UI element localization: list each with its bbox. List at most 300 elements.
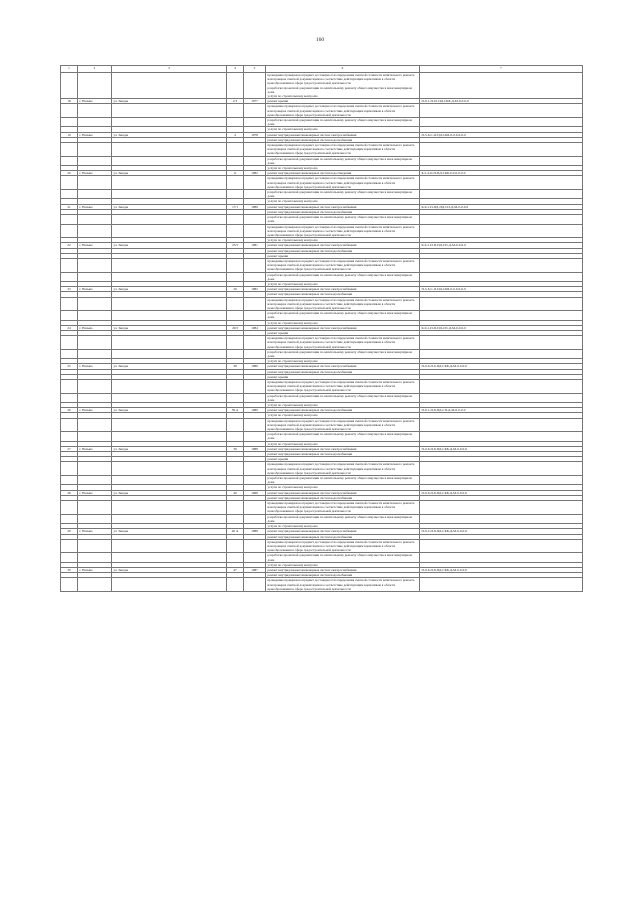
street-cell — [112, 578, 227, 592]
code-cell: П-9-6-П-6-ПД-СКБ-Д-М-0-0-0-0 — [420, 364, 583, 369]
street-cell — [112, 393, 227, 402]
year-cell — [244, 476, 266, 485]
column-number-5: 5 — [244, 66, 266, 73]
code-cell — [420, 176, 583, 190]
city-cell: г. Называ — [78, 287, 112, 292]
work-cell: проведение проверки на предмет достоверности определения сметной стоимости капитального ремонта или проверка сметной документации на соответствие действующим нормативам в области ценообразования в сфере градостроительной деятельности — [266, 418, 420, 432]
work-cell: проведение проверки на предмет достоверности определения сметной стоимости капитального ремонта или проверка сметной документации на соответствие действующим нормативам в области ценообразования в сфере градостроительной деятельности — [266, 143, 420, 157]
work-row — [61, 476, 583, 485]
number-cell: 25 — [61, 364, 78, 369]
work-row — [61, 418, 583, 432]
code-cell — [420, 143, 583, 157]
code-cell: П-5-6-С-О-ПД-СКБ-0-0-0-0-0-0 — [420, 287, 583, 292]
continued-works-row — [61, 73, 583, 99]
street-cell: ул. Звезды — [112, 171, 227, 176]
house-cell — [227, 514, 244, 523]
work-cell: услуги по строительному контролю — [266, 485, 420, 490]
number-cell: 18 — [61, 99, 78, 104]
work-row — [61, 215, 583, 224]
house-cell — [227, 393, 244, 402]
work-row — [61, 501, 583, 515]
house-cell — [227, 272, 244, 281]
number-cell — [61, 349, 78, 358]
work-cell: ремонт внутридомовых инженерных систем электроснабжения — [266, 243, 420, 248]
street-cell — [112, 272, 227, 281]
work-cell: ремонт внутридомовых инженерных систем электроснабжения — [266, 364, 420, 369]
column-number-1: 1 — [61, 66, 78, 73]
number-cell — [61, 297, 78, 311]
code-cell — [420, 462, 583, 476]
year-cell — [244, 501, 266, 515]
code-cell — [420, 336, 583, 350]
column-number-3: 3 — [112, 66, 227, 73]
code-cell: П-9-2-П-8-ПД-СКБ-Д-М-0-0-0-0 — [420, 529, 583, 534]
city-cell — [78, 336, 112, 350]
code-cell: П-9-1-П-01-ПД-СКБ-Д-М-0-0-0-0 — [420, 99, 583, 104]
number-cell — [61, 501, 78, 515]
number-cell — [61, 156, 78, 165]
page-number: 160 — [315, 37, 325, 43]
work-row — [61, 336, 583, 350]
house-cell — [227, 156, 244, 165]
number-cell — [61, 336, 78, 350]
number-cell: 27 — [61, 446, 78, 451]
work-cell: разработка проектной документации по капитальному ремонту общего имущества в многоквартирном доме — [266, 553, 420, 562]
house-cell: 39 — [227, 446, 244, 451]
street-cell — [112, 143, 227, 157]
work-cell: ремонт внутридомовых инженерных систем водоснабжения — [266, 452, 420, 457]
number-cell — [61, 272, 78, 281]
work-cell: ремонт внутридомовых инженерных систем водоснабжения — [266, 573, 420, 578]
house-cell — [227, 104, 244, 118]
work-cell: услуги по строительному контролю — [266, 441, 420, 446]
house-cell — [227, 418, 244, 432]
city-cell: г. Называ — [78, 325, 112, 330]
street-cell — [112, 462, 227, 476]
code-cell: П-9-6-П-8-ПД-СКБ-Д-М-0-0-0-0 — [420, 567, 583, 572]
city-cell: г. Называ — [78, 567, 112, 572]
city-cell — [78, 432, 112, 441]
street-cell — [112, 104, 227, 118]
code-cell — [420, 311, 583, 320]
work-cell: разработка проектной документации по капитальному ремонту общего имущества в многоквартирном доме — [266, 190, 420, 199]
street-cell: ул. Звезды — [112, 529, 227, 534]
house-cell: 47 — [227, 567, 244, 572]
work-cell: услуги по строительному контролю — [266, 166, 420, 171]
street-cell — [112, 553, 227, 562]
work-row — [61, 539, 583, 553]
number-cell — [61, 553, 78, 562]
code-cell — [420, 272, 583, 281]
house-cell — [227, 297, 244, 311]
year-cell — [244, 176, 266, 190]
work-row — [61, 553, 583, 562]
work-cell: проведение проверки на предмет достоверности определения сметной стоимости капитального ремонта или проверка сметной документации на соответствие действующим нормативам в области ценообразования в сфере градостроительной деятельности — [266, 539, 420, 553]
street-cell — [112, 118, 227, 127]
code-cell — [420, 118, 583, 127]
year-cell: 1998 — [244, 490, 266, 495]
capital-repair-register-table — [60, 65, 583, 592]
number-cell — [61, 432, 78, 441]
city-cell — [78, 311, 112, 320]
work-row — [61, 432, 583, 441]
house-cell — [227, 215, 244, 224]
city-cell: г. Называ — [78, 171, 112, 176]
street-cell — [112, 190, 227, 199]
work-item: разработка проектной документации по капитальному ремонту общего имущества в многоквартирном доме — [267, 85, 412, 94]
street-cell — [112, 539, 227, 553]
street-cell — [112, 476, 227, 485]
work-cell: ремонт внутридомовых инженерных систем водоснабжения — [266, 534, 420, 539]
work-row — [61, 311, 583, 320]
house-cell: 39 А — [227, 408, 244, 413]
number-cell: 26 — [61, 408, 78, 413]
work-cell: проведение проверки на предмет достоверности определения сметной стоимости капитального ремонта или проверка сметной документации на соответствие действующим нормативам в области ценообразования в сфере градостроительной деятельности — [266, 224, 420, 238]
work-cell: ремонт внутридомовых инженерных систем водоснабжения — [266, 137, 420, 142]
house-cell — [227, 118, 244, 127]
column-number-6: 6 — [266, 66, 420, 73]
work-cell: ремонт внутридомовых инженерных систем водоснабжения — [266, 369, 420, 374]
work-cell: услуги по строительному контролю — [266, 238, 420, 243]
work-row — [61, 104, 583, 118]
street-cell: ул. Звезды — [112, 446, 227, 451]
street-cell — [112, 176, 227, 190]
year-cell: 1988 — [244, 446, 266, 451]
work-row — [61, 393, 583, 402]
work-item: проведение проверки на предмет достоверности определения сметной стоимости капитального ремонта или проверка сметной документации на соответствие действующим нормативам в области ценообразования в сфере градостроительной деятельности — [267, 73, 415, 86]
city-cell — [78, 462, 112, 476]
city-cell — [78, 514, 112, 523]
house-cell: 23/3 — [227, 243, 244, 248]
work-cell: ремонт внутридомовых инженерных систем водоснабжения — [266, 292, 420, 297]
work-cell: разработка проектной документации по капитальному ремонту общего имущества в многоквартирном доме — [266, 118, 420, 127]
year-cell — [244, 104, 266, 118]
work-cell: услуги по строительному контролю — [266, 413, 420, 418]
work-row — [61, 272, 583, 281]
city-cell — [78, 553, 112, 562]
street-cell: ул. Звезды — [112, 490, 227, 495]
work-cell: ремонт внутридомовых инженерных систем электроснабжения — [266, 132, 420, 137]
street-cell — [112, 258, 227, 272]
code-cell: П-9-6-П-8-ПД-СКБ-Д-М-0-0-0-0 — [420, 490, 583, 495]
work-cell: проведение проверки на предмет достоверности определения сметной стоимости капитального ремонта или проверка сметной документации на соответствие действующим нормативам в области ценообразования в сфере градостроительной деятельности — [266, 258, 420, 272]
number-cell: 21 — [61, 204, 78, 209]
year-cell: 1982 — [244, 287, 266, 292]
code-cell: Б-5-4-О-П-ПД-СКБ-0-0-0-0-0-0 — [420, 171, 583, 176]
code-cell: П-9-6-П-8-ПД-СКБ-Д-М-0-0-0-0 — [420, 446, 583, 451]
work-cell: ремонт внутридомовых инженерных систем электроснабжения — [266, 325, 420, 330]
street-cell — [112, 501, 227, 515]
street-cell — [112, 224, 227, 238]
year-cell: 1989 — [244, 204, 266, 209]
city-cell — [78, 156, 112, 165]
column-number-row — [61, 66, 583, 73]
work-cell: услуги по строительному контролю — [266, 524, 420, 529]
year-cell: 1977 — [244, 99, 266, 104]
number-cell — [61, 393, 78, 402]
code-cell — [420, 393, 583, 402]
code-cell — [420, 501, 583, 515]
city-cell: г. Называ — [78, 408, 112, 413]
work-row — [61, 224, 583, 238]
house-cell: 40 А — [227, 529, 244, 534]
work-cell: разработка проектной документации по капитальному ремонту общего имущества в многоквартирном доме — [266, 476, 420, 485]
number-cell — [61, 514, 78, 523]
work-cell: услуги по строительному контролю — [266, 320, 420, 325]
year-cell — [244, 578, 266, 592]
house-cell: 2/3 — [227, 99, 244, 104]
code-cell: К-9-1-П-ПД-ПД-СП-Д-М-0-0-0-0 — [420, 204, 583, 209]
number-cell: 28 — [61, 490, 78, 495]
year-cell — [244, 514, 266, 523]
year-cell — [244, 215, 266, 224]
house-cell: 4 — [227, 132, 244, 137]
city-cell: г. Называ — [78, 446, 112, 451]
code-cell — [420, 297, 583, 311]
year-cell — [244, 190, 266, 199]
code-cell: К-9-1-П-П-ПД-СП-Д-М-0-0-0-0 — [420, 243, 583, 248]
house-cell: 29/3 — [227, 325, 244, 330]
street-cell — [112, 215, 227, 224]
year-cell — [244, 393, 266, 402]
city-cell — [78, 215, 112, 224]
number-cell: 22 — [61, 243, 78, 248]
house-cell — [227, 553, 244, 562]
city-cell — [78, 272, 112, 281]
work-cell: ремонт внутридомовых инженерных систем электроснабжения — [266, 204, 420, 209]
work-cell: ремонт внутридомовых инженерных систем водоснабжения — [266, 209, 420, 214]
number-cell — [61, 380, 78, 394]
number-cell — [61, 539, 78, 553]
city-cell: г. Называ — [78, 99, 112, 104]
work-cell: проведение проверки на предмет достоверности определения сметной стоимости капитального ремонта или проверка сметной документации на соответствие действующим нормативам в области ценообразования в сфере градостроительной деятельности — [266, 380, 420, 394]
house-cell — [227, 143, 244, 157]
house-cell — [227, 258, 244, 272]
house-cell — [227, 311, 244, 320]
year-cell: 1981 — [244, 243, 266, 248]
year-cell — [244, 336, 266, 350]
code-cell — [420, 224, 583, 238]
code-cell — [420, 380, 583, 394]
year-cell — [244, 311, 266, 320]
city-cell: г. Называ — [78, 529, 112, 534]
code-cell — [420, 104, 583, 118]
work-cell: разработка проектной документации по капитальному ремонту общего имущества в многоквартирном доме — [266, 215, 420, 224]
work-cell: разработка проектной документации по капитальному ремонту общего имущества в многоквартирном доме — [266, 311, 420, 320]
work-cell: разработка проектной документации по капитальному ремонту общего имущества в многоквартирном доме — [266, 514, 420, 523]
work-cell: услуги по строительному контролю — [266, 199, 420, 204]
work-cell: ремонт внутридомовых инженерных систем электроснабжения — [266, 446, 420, 451]
city-cell — [78, 224, 112, 238]
number-cell: 20 — [61, 171, 78, 176]
year-cell: 1987 — [244, 567, 266, 572]
street-cell — [112, 156, 227, 165]
number-cell: 30 — [61, 567, 78, 572]
work-cell: ремонт крыши — [266, 99, 420, 104]
house-cell — [227, 380, 244, 394]
number-cell — [61, 462, 78, 476]
work-cell: проведение проверки на предмет достоверности определения сметной стоимости капитального ремонта или проверка сметной документации на соответствие действующим нормативам в области ценообразования в сфере градостроительной деятельности — [266, 104, 420, 118]
house-cell — [227, 476, 244, 485]
city-cell — [78, 501, 112, 515]
work-row — [61, 297, 583, 311]
year-cell — [244, 418, 266, 432]
street-cell: ул. Звезды — [112, 287, 227, 292]
house-cell: 29 — [227, 287, 244, 292]
column-number-4: 4 — [227, 66, 244, 73]
house-cell: 40 — [227, 490, 244, 495]
work-cell: ремонт внутридомовых инженерных систем электроснабжения — [266, 287, 420, 292]
street-cell — [112, 380, 227, 394]
number-cell — [61, 224, 78, 238]
year-cell — [244, 272, 266, 281]
year-cell — [244, 349, 266, 358]
work-row — [61, 190, 583, 199]
city-cell — [78, 393, 112, 402]
column-number-7: 7 — [420, 66, 583, 73]
work-cell: ремонт внутридомовых инженерных систем электроснабжения — [266, 567, 420, 572]
code-cell — [420, 514, 583, 523]
year-cell — [244, 297, 266, 311]
city-cell: г. Называ — [78, 243, 112, 248]
street-cell: ул. Звезды — [112, 132, 227, 137]
house-cell — [227, 190, 244, 199]
year-cell: 1984 — [244, 325, 266, 330]
code-cell: П-9-1-П-8-ПД-СП-Д-М-0-0-0-0 — [420, 408, 583, 413]
street-cell: ул. Звезды — [112, 243, 227, 248]
year-cell — [244, 432, 266, 441]
work-row — [61, 578, 583, 592]
year-cell — [244, 462, 266, 476]
year-cell: 1982 — [244, 171, 266, 176]
code-cell: П-5-6-С-О-ПД-СКБ-0-0-0-0-0-0 — [420, 132, 583, 137]
year-cell — [244, 380, 266, 394]
city-cell: г. Называ — [78, 204, 112, 209]
work-cell: услуги по строительному контролю — [266, 359, 420, 364]
house-cell — [227, 501, 244, 515]
street-cell — [112, 311, 227, 320]
number-cell — [61, 578, 78, 592]
code-cell — [420, 553, 583, 562]
city-cell — [78, 418, 112, 432]
street-cell: ул. Звезды — [112, 408, 227, 413]
number-cell — [61, 418, 78, 432]
number-cell — [61, 476, 78, 485]
work-cell: проведение проверки на предмет достоверности определения сметной стоимости капитального ремонта или проверка сметной документации на соответствие действующим нормативам в области ценообразования в сфере градостроительной деятельности — [266, 297, 420, 311]
street-cell — [112, 297, 227, 311]
number-cell: 23 — [61, 287, 78, 292]
city-cell: г. Называ — [78, 132, 112, 137]
number-cell — [61, 215, 78, 224]
work-cell: услуги по строительному контролю — [266, 281, 420, 286]
year-cell — [244, 143, 266, 157]
street-cell: ул. Звезды — [112, 204, 227, 209]
house-cell — [227, 336, 244, 350]
number-cell: 24 — [61, 325, 78, 330]
number-cell — [61, 258, 78, 272]
work-cell: проведение проверки на предмет достоверности определения сметной стоимости капитального ремонта или проверка сметной документации на соответствие действующим нормативам в области ценообразования в сфере градостроительной деятельности — [266, 578, 420, 592]
work-cell: разработка проектной документации по капитальному ремонту общего имущества в многоквартирном доме — [266, 432, 420, 441]
year-cell: 1986 — [244, 364, 266, 369]
work-cell: ремонт крыши — [266, 374, 420, 379]
city-cell — [78, 258, 112, 272]
code-cell — [420, 432, 583, 441]
number-cell — [61, 143, 78, 157]
city-cell — [78, 297, 112, 311]
year-cell — [244, 224, 266, 238]
work-cell: ремонт внутридомовых инженерных систем водоснабжения — [266, 408, 420, 413]
work-cell: разработка проектной документации по капитальному ремонту общего имущества в многоквартирном доме — [266, 349, 420, 358]
work-cell: услуги по строительному контролю — [266, 562, 420, 567]
work-cell: ремонт крыши — [266, 330, 420, 335]
work-cell: проведение проверки на предмет достоверности определения сметной стоимости капитального ремонта или проверка сметной документации на соответствие действующим нормативам в области ценообразования в сфере градостроительной деятельности — [266, 501, 420, 515]
number-cell — [61, 176, 78, 190]
street-cell: ул. Звезды — [112, 325, 227, 330]
city-cell — [78, 104, 112, 118]
work-cell: ремонт внутридомовых инженерных систем водоотведения — [266, 171, 420, 176]
street-cell — [112, 418, 227, 432]
code-cell — [420, 156, 583, 165]
city-cell — [78, 118, 112, 127]
house-cell — [227, 539, 244, 553]
code-cell — [420, 539, 583, 553]
code-cell — [420, 215, 583, 224]
house-cell — [227, 432, 244, 441]
street-cell: ул. Звезды — [112, 364, 227, 369]
street-cell — [112, 336, 227, 350]
number-cell: 19 — [61, 132, 78, 137]
work-row — [61, 258, 583, 272]
work-row — [61, 118, 583, 127]
work-row — [61, 143, 583, 157]
code-cell — [420, 190, 583, 199]
register-body — [61, 73, 583, 592]
work-cell: ремонт внутридомовых инженерных систем водоснабжения — [266, 248, 420, 253]
number-cell — [61, 311, 78, 320]
work-cell: ремонт крыши — [266, 457, 420, 462]
work-cell: ремонт внутридомовых инженерных систем водоснабжения — [266, 495, 420, 500]
work-cell: услуги по строительному контролю — [266, 127, 420, 132]
house-cell — [227, 224, 244, 238]
work-cell: ремонт внутридомовых инженерных систем электроснабжения — [266, 490, 420, 495]
street-cell: ул. Звезды — [112, 567, 227, 572]
house-cell — [227, 176, 244, 190]
number-cell — [61, 104, 78, 118]
city-cell — [78, 190, 112, 199]
city-cell — [78, 143, 112, 157]
work-cell: разработка проектной документации по капитальному ремонту общего имущества в многоквартирном доме — [266, 393, 420, 402]
code-cell — [420, 349, 583, 358]
work-row — [61, 462, 583, 476]
house-cell — [227, 578, 244, 592]
work-row — [61, 380, 583, 394]
number-cell: 29 — [61, 529, 78, 534]
house-cell: 11 — [227, 171, 244, 176]
year-cell: 1988 — [244, 529, 266, 534]
year-cell — [244, 118, 266, 127]
city-cell: г. Называ — [78, 364, 112, 369]
continued-works-cell — [266, 73, 420, 99]
house-cell: 17/1 — [227, 204, 244, 209]
street-cell: ул. Звезды — [112, 99, 227, 104]
city-cell: г. Называ — [78, 490, 112, 495]
code-cell — [420, 418, 583, 432]
work-cell: услуги по строительному контролю — [266, 403, 420, 408]
year-cell — [244, 156, 266, 165]
work-cell: ремонт внутридомовых инженерных систем электроснабжения — [266, 529, 420, 534]
code-cell: К-9-1-П-П-ПД-СП-Д-М-0-0-0-0 — [420, 325, 583, 330]
city-cell — [78, 476, 112, 485]
